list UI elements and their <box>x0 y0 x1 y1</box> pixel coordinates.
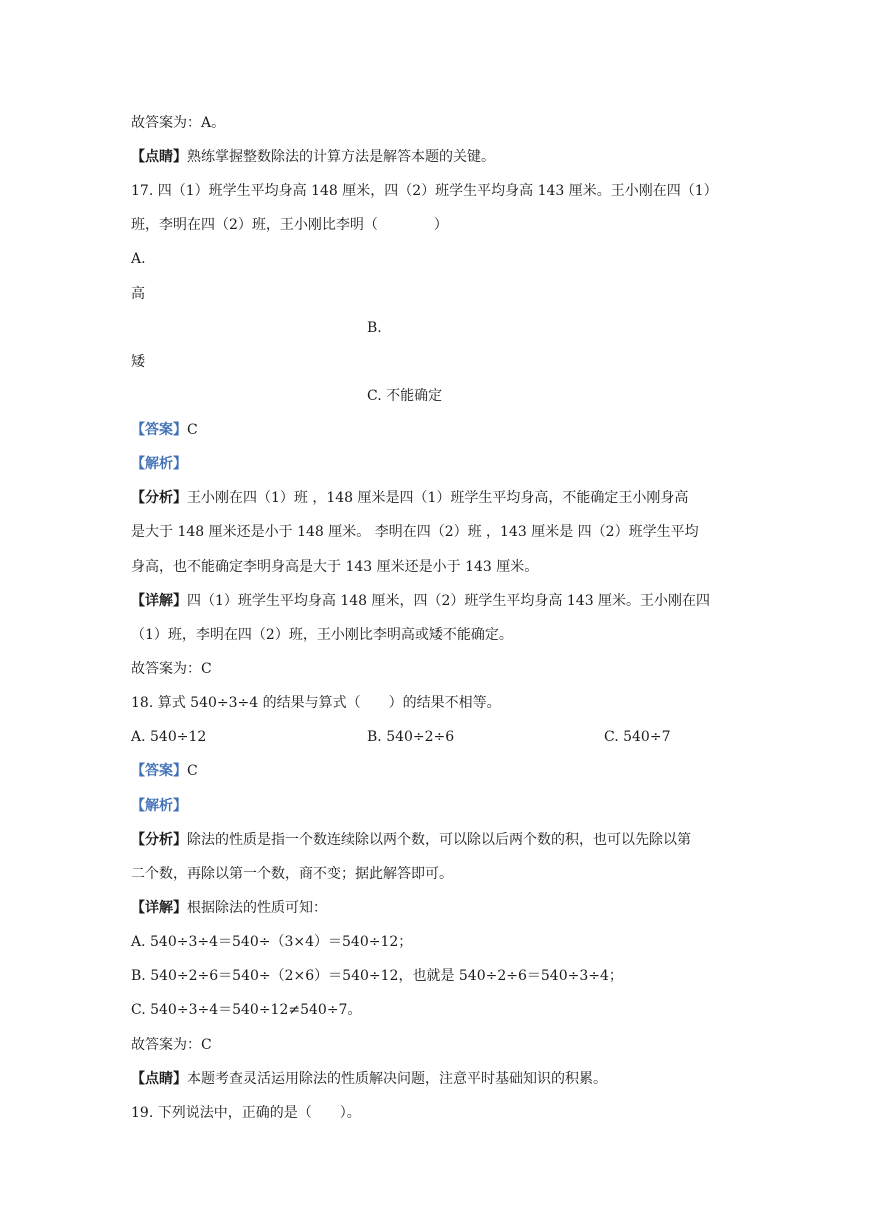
q17-final-answer: 故答案为：C <box>131 661 212 677</box>
question-18-line: 18. 算式 540÷3÷4 的结果与算式（ ）的结果不相等。 <box>131 695 501 711</box>
q18-detail-line-4: C. 540÷3÷4＝540÷12≠540÷7。 <box>131 1002 362 1018</box>
comment-text: 本题考查灵活运用除法的性质解决问题，注意平时基础知识的积累。 <box>187 1071 607 1087</box>
q17-analysis-line-2: 是大于 148 厘米还是小于 148 厘米。 李明在四（2）班 ，143 厘米是 四（2）班学生平均 <box>131 524 699 540</box>
comment-tag: 【点睛】 <box>131 1071 187 1087</box>
detail-text: 四（1）班学生平均身高 148 厘米，四（2）班学生平均身高 143 厘米。王小刚在四 <box>187 593 711 609</box>
q18-final-answer: 故答案为：C <box>131 1037 212 1053</box>
q18-analysis-line-2: 二个数，再除以第一个数，商不变；据此解答即可。 <box>131 866 453 882</box>
question-17-line-1: 17. 四（1）班学生平均身高 148 厘米，四（2）班学生平均身高 143 厘米。王小刚在四（1） <box>131 183 718 199</box>
detail-text: 根据除法的性质可知： <box>187 900 327 916</box>
q17-detail-line-2: （1）班，李明在四（2）班，王小刚比李明高或矮不能确定。 <box>131 627 513 643</box>
comment-line <box>131 147 495 167</box>
analysis-heading: 【解析】 <box>131 456 187 472</box>
answer-line: 故答案为：A。 <box>131 115 226 131</box>
answer-value: C <box>187 422 198 438</box>
q17-analysis-line-1 <box>131 488 688 508</box>
answer-tag: 【答案】 <box>131 763 187 779</box>
q18-detail-line-2: A. 540÷3÷4＝540÷（3×4）＝540÷12； <box>131 934 413 950</box>
analysis-text: 王小刚在四（1）班 ，148 厘米是四（1）班学生平均身高，不能确定王小刚身高 <box>187 490 689 506</box>
q17-option-c: C. 不能确定 <box>367 388 443 404</box>
answer-tag: 【答案】 <box>131 422 187 438</box>
q18-option-c: C. 540÷7 <box>604 729 671 745</box>
question-17-line-2: 班，李明在四（2）班，王小刚比李明（ ） <box>131 217 448 233</box>
comment-text: 熟练掌握整数除法的计算方法是解答本题的关键。 <box>187 149 495 165</box>
q18-option-a: A. 540÷12 <box>131 729 207 745</box>
q17-option-a-text: 高 <box>131 286 145 302</box>
q17-answer-line <box>131 420 198 440</box>
q17-option-b-letter: B. <box>367 320 382 336</box>
q17-option-a-letter: A. <box>131 251 146 267</box>
q17-detail-line-1 <box>131 591 710 611</box>
comment-tag: 【点睛】 <box>131 149 187 165</box>
q17-option-b-text: 矮 <box>131 354 145 370</box>
detail-tag: 【详解】 <box>131 900 187 916</box>
q18-detail-line-1 <box>131 898 327 918</box>
q18-answer-line <box>131 761 198 781</box>
analysis-tag: 【分析】 <box>131 832 187 848</box>
q18-option-b: B. 540÷2÷6 <box>367 729 455 745</box>
q18-comment-line <box>131 1069 607 1089</box>
q18-analysis-line-1 <box>131 830 691 850</box>
analysis-tag: 【分析】 <box>131 490 187 506</box>
analysis-text: 除法的性质是指一个数连续除以两个数，可以除以后两个数的积，也可以先除以第 <box>187 832 691 848</box>
answer-value: C <box>187 763 198 779</box>
detail-tag: 【详解】 <box>131 593 187 609</box>
analysis-heading: 【解析】 <box>131 798 187 814</box>
q17-analysis-line-3: 身高，也不能确定李明身高是大于 143 厘米还是小于 143 厘米。 <box>131 559 539 575</box>
q18-detail-line-3: B. 540÷2÷6＝540÷（2×6）＝540÷12，也就是 540÷2÷6＝540÷3÷4； <box>131 968 623 984</box>
question-19-line: 19. 下列说法中，正确的是（ ）。 <box>131 1105 361 1121</box>
